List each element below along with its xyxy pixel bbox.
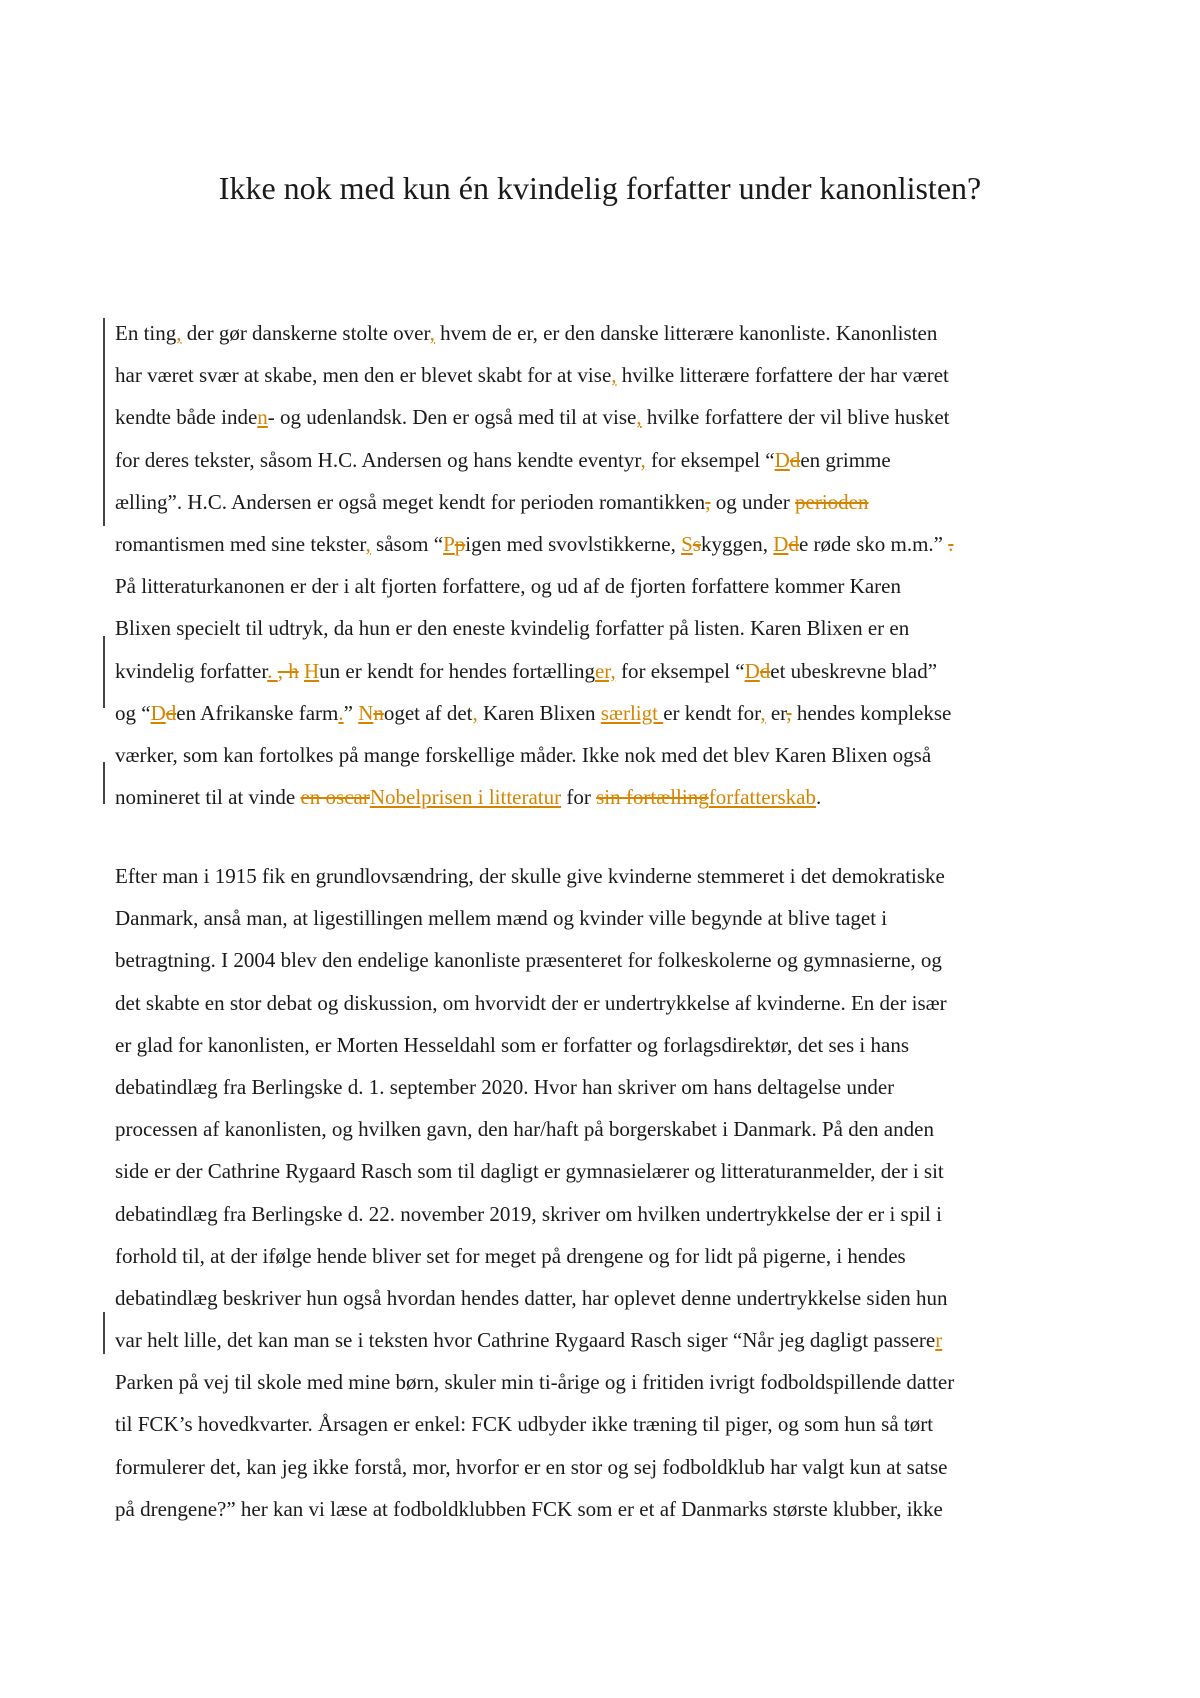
document-title: Ikke nok med kun én kvindelig forfatter under kanonlisten? xyxy=(218,170,982,206)
text-run: og “ xyxy=(115,700,151,725)
text-line xyxy=(115,1361,1100,1403)
text-run: det skabte en stor debat og diskussion, om hvorvidt der er undertrykkelse af kvinderne. En der især xyxy=(115,990,947,1015)
tracked-insertion: . xyxy=(338,700,344,725)
text-run: er xyxy=(765,700,787,725)
tracked-insertion: forfatterskab xyxy=(708,785,816,810)
text-run: debatindlæg beskriver hun også hvordan hendes datter, har oplevet denne undertrykkelse siden hun xyxy=(115,1285,948,1310)
text-line xyxy=(115,354,1100,396)
text-run: kyggen, xyxy=(700,531,774,556)
text-run: er glad for kanonlisten, er Morten Hesseldahl som er forfatter og forlagsdirektør, det ses i hans xyxy=(115,1032,910,1057)
text-line xyxy=(115,982,1100,1024)
change-bar xyxy=(103,1312,105,1354)
text-line xyxy=(115,523,1100,565)
text-run: oget af det xyxy=(383,700,473,725)
text-line xyxy=(115,650,1100,692)
text-run: for xyxy=(561,785,597,810)
change-bar xyxy=(103,636,105,708)
text-line xyxy=(115,1193,1100,1235)
tracked-insertion: , xyxy=(636,405,642,430)
text-run: side er der Cathrine Rygaard Rasch som til dagligt er gymnasielærer og litteraturanmelder, der i sit xyxy=(115,1159,944,1184)
text-run: på drengene?” her kan vi læse at fodboldklubben FCK som er et af Danmarks største klubber, ikke xyxy=(115,1496,943,1521)
text-run: for deres tekster, såsom H.C. Andersen og hans kendte eventyr xyxy=(115,447,641,472)
text-line xyxy=(115,439,1100,481)
tracked-insertion: , xyxy=(176,321,182,345)
text-run: hendes komplekse xyxy=(791,700,952,725)
tracked-insertion: r xyxy=(935,1328,943,1353)
text-run: Karen Blixen xyxy=(477,700,601,725)
text-line xyxy=(115,734,1100,776)
tracked-insertion: Nobelprisen i litteratur xyxy=(369,785,562,810)
tracked-insertion: , xyxy=(365,531,371,556)
text-run: Parken på vej til skole med mine børn, skuler min ti-årige og i fritiden ivrigt fodboldspillende datter xyxy=(115,1370,955,1395)
text-run: en Afrikanske farm xyxy=(176,700,339,725)
tracked-insertion: . xyxy=(267,658,278,683)
text-line xyxy=(115,1277,1100,1319)
text-run: . xyxy=(816,785,822,810)
tracked-insertion: D xyxy=(774,447,790,472)
tracked-insertion: er, xyxy=(594,658,616,683)
tracked-deletion: en oscar xyxy=(300,785,370,810)
tracked-insertion: P xyxy=(443,531,455,556)
text-line xyxy=(115,481,1100,523)
text-line xyxy=(115,939,1100,981)
text-line xyxy=(115,1235,1100,1277)
text-run: un er kendt for hendes fortælling xyxy=(319,658,595,683)
text-run: - og udenlandsk. Den er også med til at vise xyxy=(267,405,637,430)
text-run: er kendt for xyxy=(663,700,761,725)
text-run: et ubeskrevne blad” xyxy=(770,658,938,683)
text-line xyxy=(115,1446,1100,1488)
tracked-deletion: d xyxy=(788,531,799,556)
text-run: kvindelig forfatter xyxy=(115,658,268,683)
text-line xyxy=(115,312,1100,354)
text-run: kendte både inde xyxy=(115,405,258,430)
tracked-deletion: n xyxy=(373,700,384,725)
text-run: Efter man i 1915 fik en grundlovsændring, der skulle give kvinderne stemmeret i det demokratiske xyxy=(115,864,945,888)
text-line xyxy=(115,607,1100,649)
text-line xyxy=(115,1488,1100,1530)
text-run: På litteraturkanonen er der i alt fjorten forfattere, og ud af de fjorten forfattere kommer Karen xyxy=(115,574,901,599)
tracked-insertion: særligt xyxy=(600,700,664,725)
text-run: forhold til, at der ifølge hende bliver set for meget på drengene og for lidt på pigerne, i hendes xyxy=(115,1243,906,1268)
text-run: Danmark, anså man, at ligestillingen mellem mænd og kvinder ville begynde at blive taget i xyxy=(115,906,888,931)
text-line xyxy=(115,1319,1100,1361)
tracked-deletion: d xyxy=(789,447,801,472)
text-run: betragtning. I 2004 blev den endelige kanonliste præsenteret for folkeskolerne og gymnasierne, og xyxy=(115,948,942,973)
text-line xyxy=(115,565,1100,607)
text-line xyxy=(115,1024,1100,1066)
tracked-insertion: n xyxy=(257,405,268,430)
tracked-insertion: N xyxy=(358,700,374,725)
text-run: der gør danskerne stolte over xyxy=(181,321,430,345)
tracked-insertion: , xyxy=(429,321,435,345)
tracked-deletion: , h xyxy=(277,658,299,683)
text-line xyxy=(115,396,1100,438)
tracked-insertion: D xyxy=(150,700,166,725)
text-run: var helt lille, det kan man se i teksten hvor Cathrine Rygaard Rasch siger “Når jeg dagligt passere xyxy=(115,1328,936,1353)
text-line xyxy=(115,1150,1100,1192)
text-run: debatindlæg fra Berlingske d. 22. november 2019, skriver om hvilken undertrykkelse der er i spil i xyxy=(115,1201,942,1226)
tracked-deletion: p xyxy=(454,531,466,556)
tracked-insertion: , xyxy=(611,363,617,388)
tracked-deletion: d xyxy=(165,700,177,725)
text-run: ælling”. H.C. Andersen er også meget kendt for perioden romantikken xyxy=(115,489,706,514)
text-run: romantismen med sine tekster xyxy=(115,531,366,556)
text-run: debatindlæg fra Berlingske d. 1. september 2020. Hvor han skriver om hans deltagelse under xyxy=(115,1074,895,1099)
text-run: hvilke litterære forfattere der har været xyxy=(616,363,949,388)
tracked-deletion: sin fortælling xyxy=(596,785,709,810)
tracked-insertion: H xyxy=(303,658,320,683)
text-run: og under xyxy=(710,489,796,514)
tracked-insertion: , xyxy=(640,447,646,472)
tracked-insertion: D xyxy=(773,531,789,556)
text-run: processen af kanonlisten, og hvilken gavn, den har/haft på borgerskabet i Danmark. På den anden xyxy=(115,1117,934,1142)
tracked-insertion: , xyxy=(472,700,478,725)
change-bar xyxy=(103,318,105,526)
text-run: til FCK’s hovedkvarter. Årsagen er enkel: FCK udbyder ikke træning til piger, og som hun så tørt xyxy=(115,1412,934,1437)
text-run: Blixen specielt til udtryk, da hun er den eneste kvindelig forfatter på listen. Karen Blixen er en xyxy=(115,616,910,641)
text-run: en grimme xyxy=(800,447,891,472)
tracked-insertion: , xyxy=(760,700,766,725)
text-run: for eksempel “ xyxy=(615,658,745,683)
text-line xyxy=(115,1403,1100,1445)
text-run: ” xyxy=(343,700,359,725)
tracked-insertion: S xyxy=(681,531,693,556)
text-run: såsom “ xyxy=(370,531,444,556)
paragraph-1 xyxy=(115,312,1100,818)
text-run: formulerer det, kan jeg ikke forstå, mor, hvorfor er en stor og sej fodboldklub har valgt kun at satse xyxy=(115,1454,948,1479)
text-run: hvem de er, er den danske litterære kanonliste. Kanonlisten xyxy=(434,321,938,345)
change-bar xyxy=(103,762,105,804)
text-line xyxy=(115,1066,1100,1108)
text-run: igen med svovlstikkerne, xyxy=(465,531,682,556)
text-run: værker, som kan fortolkes på mange forskellige måder. Ikke nok med det blev Karen Blixen også xyxy=(115,742,932,767)
text-line xyxy=(115,776,1100,818)
tracked-deletion: s xyxy=(692,531,701,556)
text-line xyxy=(115,1108,1100,1150)
text-line xyxy=(115,897,1100,939)
text-run: for eksempel “ xyxy=(645,447,775,472)
text-run: En ting xyxy=(115,321,177,345)
text-line xyxy=(115,692,1100,734)
tracked-deletion: perioden xyxy=(795,489,869,514)
text-run: hvilke forfattere der vil blive husket xyxy=(641,405,950,430)
tracked-deletion: . xyxy=(948,531,954,556)
paragraph-2 xyxy=(115,855,1100,1530)
text-run: har været svær at skabe, men den er blevet skabt for at vise xyxy=(115,363,612,388)
text-run: e røde sko m.m.” xyxy=(798,531,949,556)
tracked-deletion: , xyxy=(786,700,792,725)
tracked-deletion: d xyxy=(759,658,771,683)
text-line xyxy=(115,855,1100,897)
tracked-insertion: D xyxy=(744,658,760,683)
text-run: nomineret til at vinde xyxy=(115,785,301,810)
tracked-deletion: , xyxy=(705,489,711,514)
